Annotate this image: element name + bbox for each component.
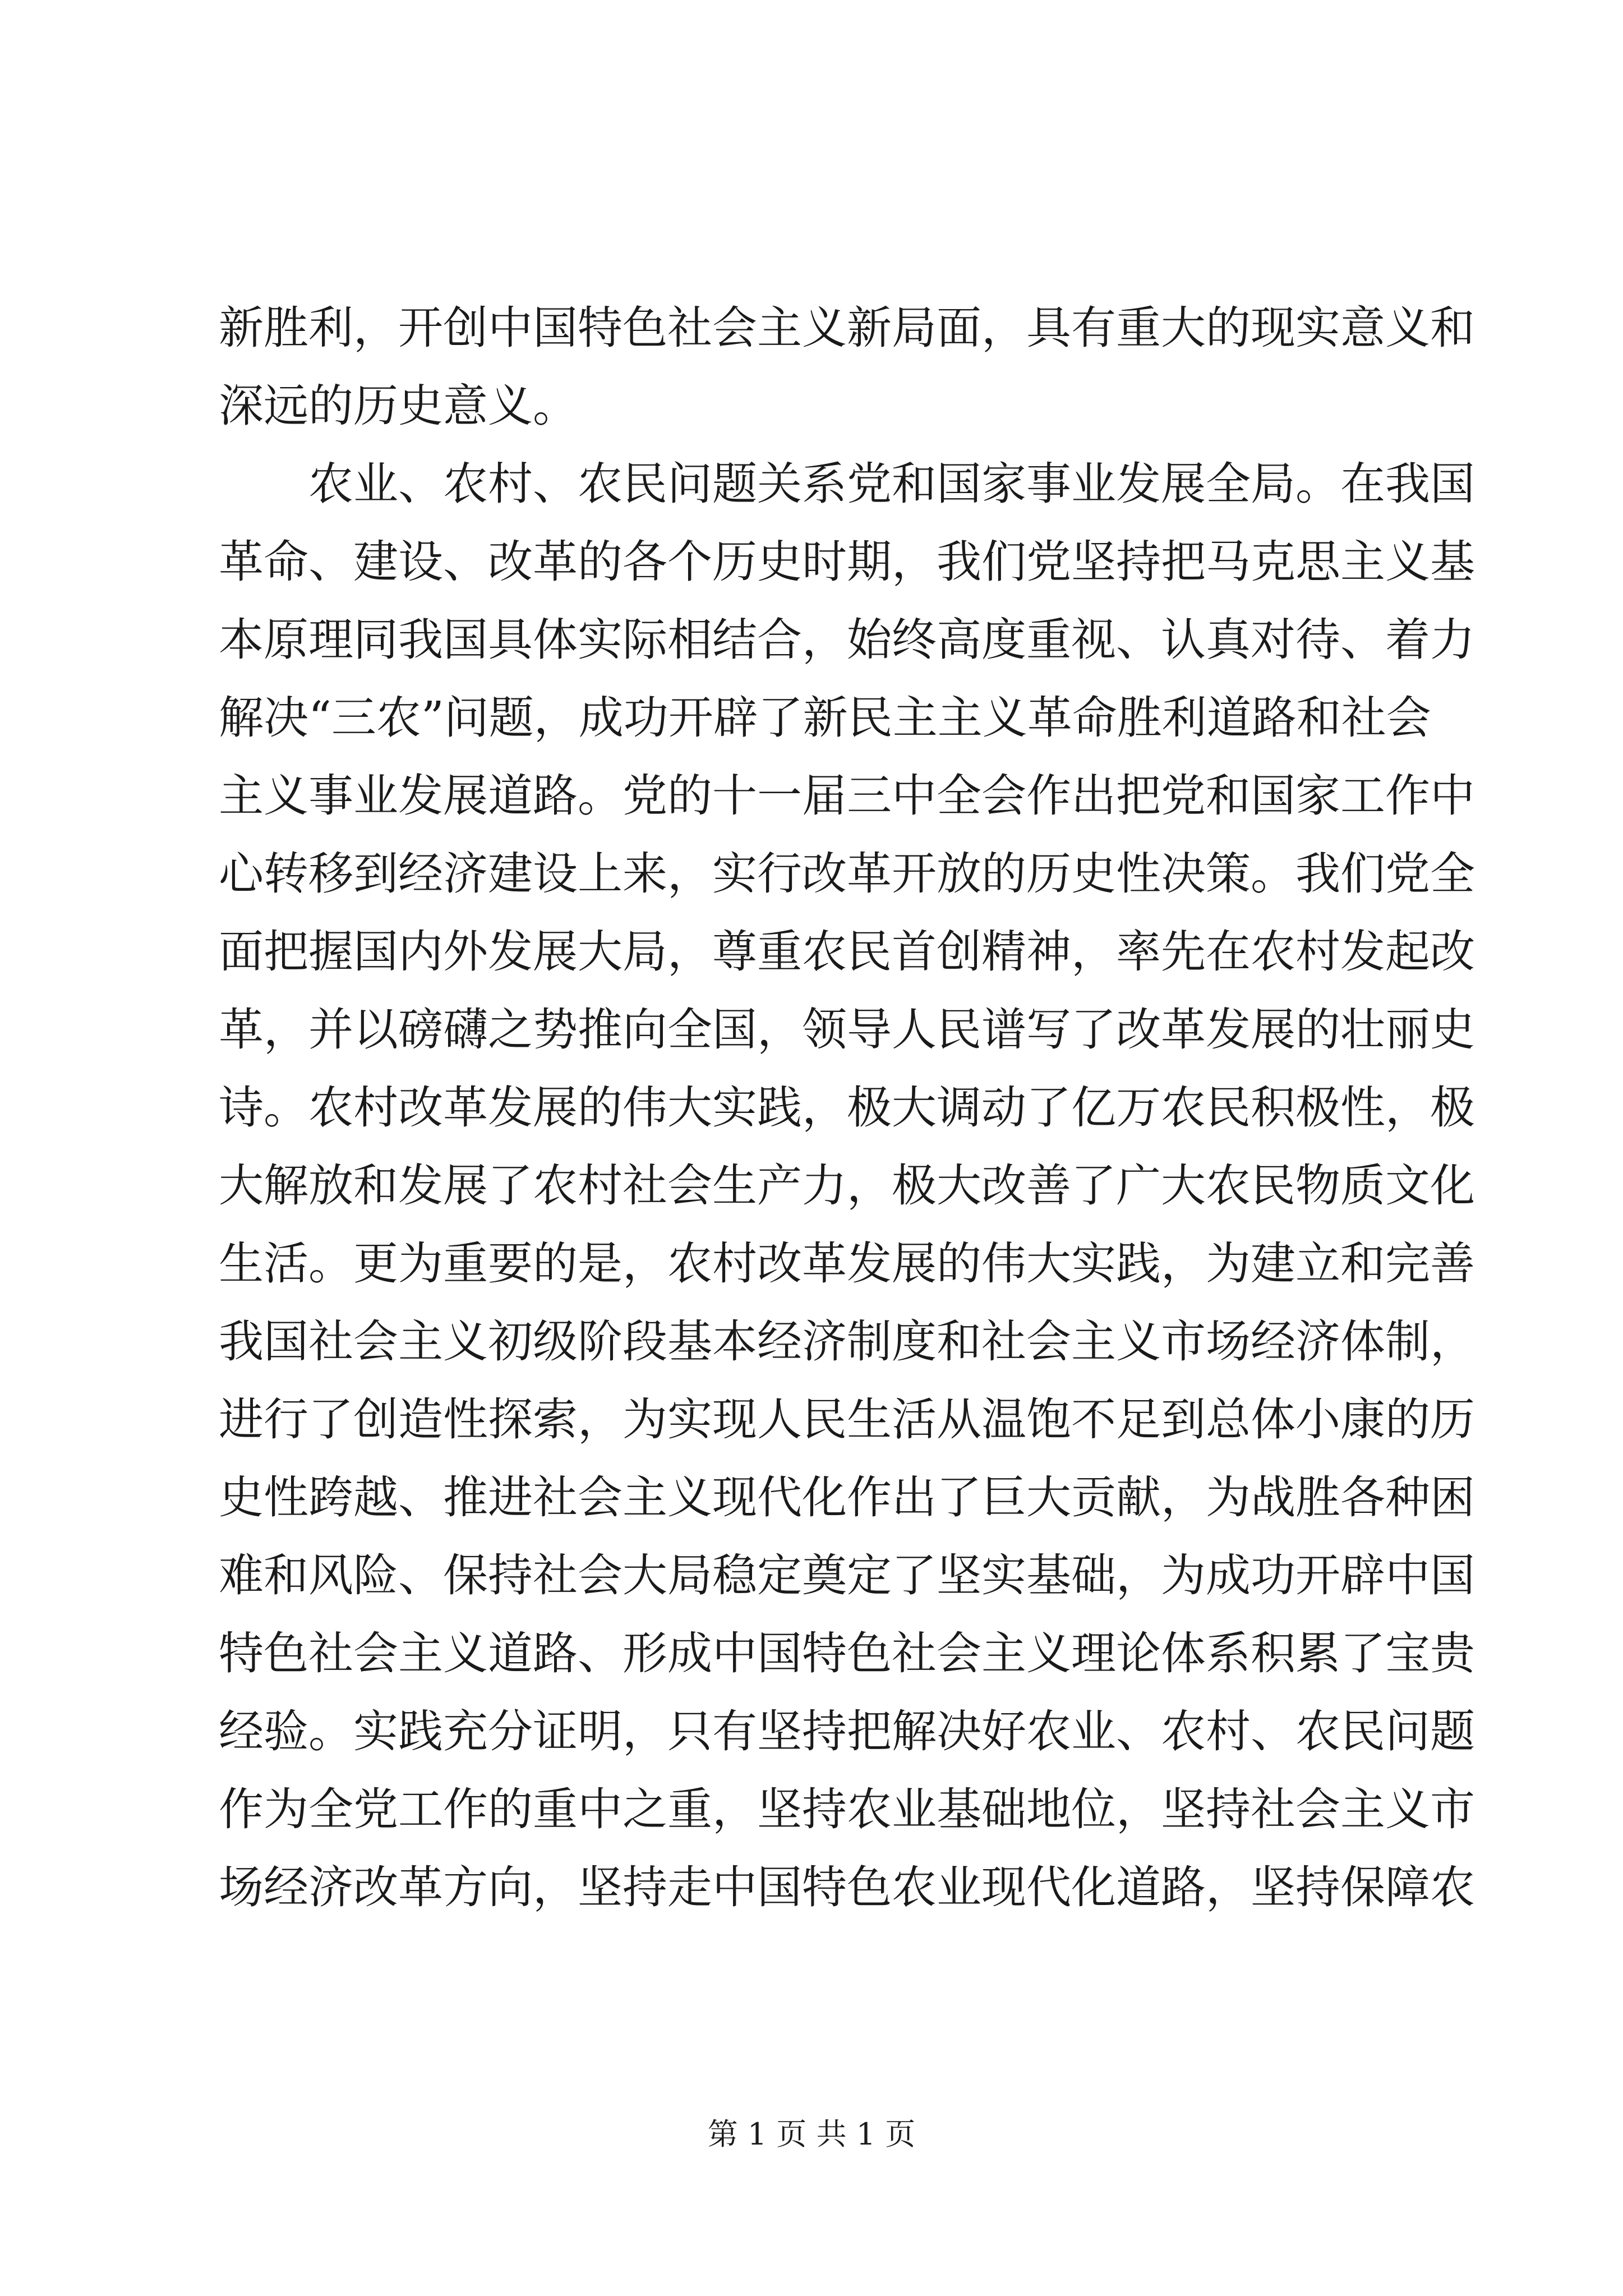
document-body — [219, 289, 1475, 1926]
text-line: 场经济改革方向，坚持走中国特色农业现代化道路，坚持保障农 — [219, 1861, 1475, 1913]
text-line: 主义事业发展道路。党的十一届三中全会作出把党和国家工作中 — [219, 770, 1475, 822]
text-line: 经验。实践充分证明，只有坚持把解决好农业、农村、农民问题 — [219, 1705, 1475, 1757]
text-line: 解决“三农”问题，成功开辟了新民主主义革命胜利道路和社会 — [219, 692, 1431, 744]
text-line: 新胜利，开创中国特色社会主义新局面，具有重大的现实意义和 — [219, 302, 1475, 354]
text-line: 进行了创造性探索，为实现人民生活从温饱不足到总体小康的历 — [219, 1393, 1475, 1446]
text-line: 史性跨越、推进社会主义现代化作出了巨大贡献，为战胜各种困 — [219, 1471, 1475, 1524]
text-line: 深远的历史意义。 — [219, 380, 578, 432]
text-line: 我国社会主义初级阶段基本经济制度和社会主义市场经济体制， — [219, 1315, 1475, 1368]
text-line: 本原理同我国具体实际相结合，始终高度重视、认真对待、着力 — [219, 614, 1475, 666]
text-line: 难和风险、保持社会大局稳定奠定了坚实基础，为成功开辟中国 — [219, 1549, 1475, 1602]
text-line: 面把握国内外发展大局，尊重农民首创精神，率先在农村发起改 — [219, 926, 1475, 978]
text-line: 革命、建设、改革的各个历史时期，我们党坚持把马克思主义基 — [219, 536, 1475, 588]
text-line: 革，并以磅礴之势推向全国，领导人民谱写了改革发展的壮丽史 — [219, 1004, 1475, 1056]
paragraph-first-line: 农业、农村、农民问题关系党和国家事业发展全局。在我国 — [308, 458, 1475, 510]
page-number-label: 第 1 页 共 1 页 — [707, 2116, 916, 2152]
text-line: 特色社会主义道路、形成中国特色社会主义理论体系积累了宝贵 — [219, 1627, 1475, 1680]
text-line: 生活。更为重要的是，农村改革发展的伟大实践，为建立和完善 — [219, 1237, 1475, 1290]
page-footer — [0, 2115, 1623, 2154]
text-line: 作为全党工作的重中之重，坚持农业基础地位，坚持社会主义市 — [219, 1783, 1475, 1835]
text-line: 心转移到经济建设上来，实行改革开放的历史性决策。我们党全 — [219, 848, 1475, 900]
text-line: 大解放和发展了农村社会生产力，极大改善了广大农民物质文化 — [219, 1159, 1475, 1212]
text-line: 诗。农村改革发展的伟大实践，极大调动了亿万农民积极性，极 — [219, 1082, 1475, 1134]
